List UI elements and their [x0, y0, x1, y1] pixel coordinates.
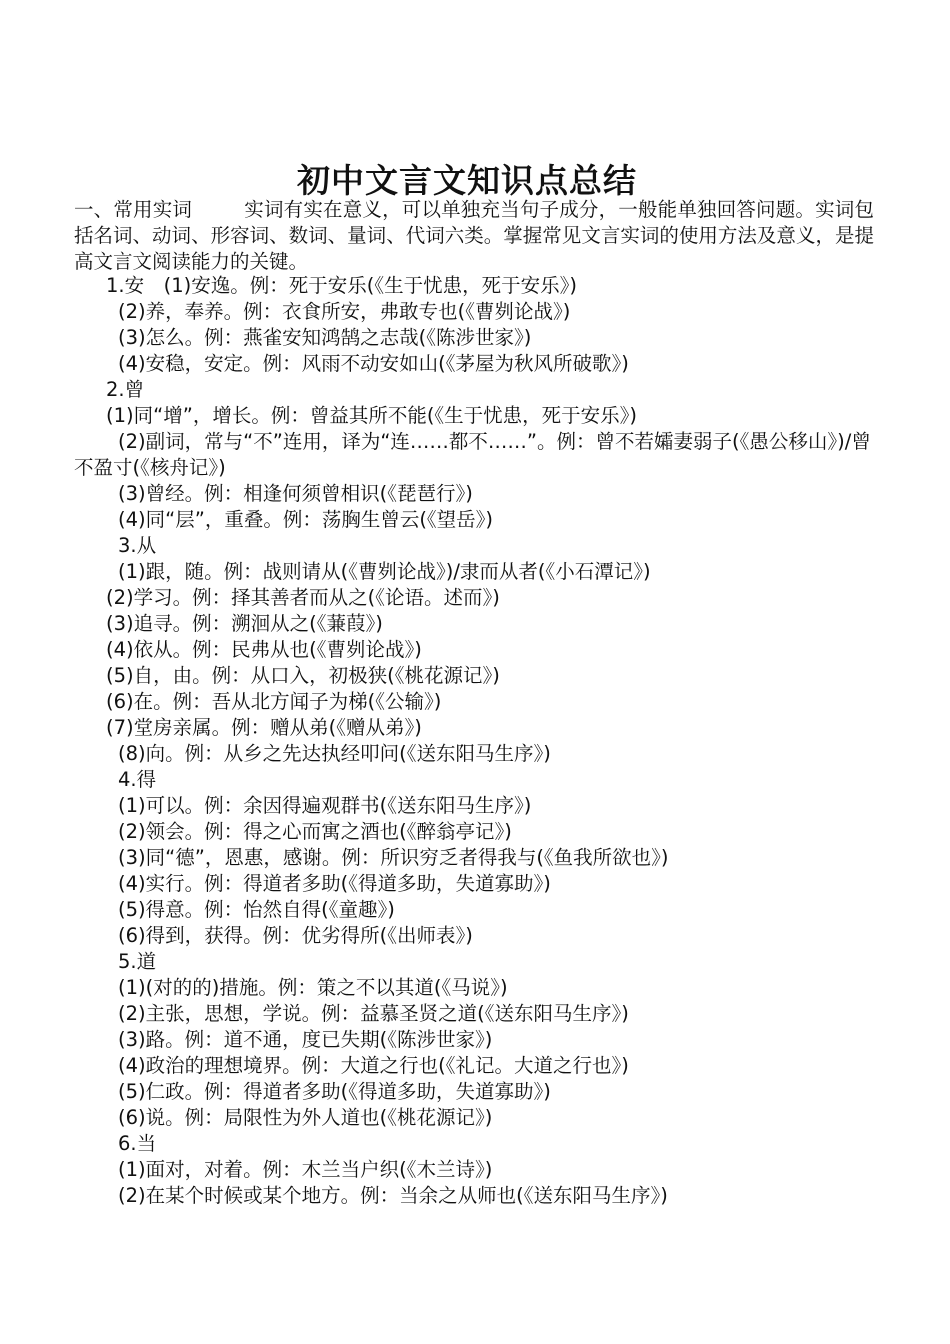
entry-heading: 5.道 — [118, 950, 157, 973]
entry-line: (5)仁政。例：得道者多助(《得道多助，失道寡助》) — [118, 1080, 551, 1103]
entry-line: (1)同“增”，增长。例：曾益其所不能(《生于忧患，死于安乐》) — [106, 404, 638, 427]
entry-line: (1)可以。例：余因得遍观群书(《送东阳马生序》) — [118, 794, 532, 817]
entry-line: (1)跟，随。例：战则请从(《曹刿论战》)/隶而从者(《小石潭记》) — [118, 560, 651, 583]
entry-line: (5)自，由。例：从口入，初极狭(《桃花源记》) — [106, 664, 500, 687]
entry-line: (3)曾经。例：相逢何须曾相识(《琵琶行》) — [118, 482, 473, 505]
entry-line: (3)怎么。例：燕雀安知鸿鹄之志哉(《陈涉世家》) — [118, 326, 532, 349]
entry-line: (2)领会。例：得之心而寓之酒也(《醉翁亭记》) — [118, 820, 512, 843]
entry-line: (3)路。例：道不通，度已失期(《陈涉世家》) — [118, 1028, 493, 1051]
entry-line: (6)在。例：吾从北方闻子为梯(《公输》) — [106, 690, 442, 713]
intro-text: 实词有实在意义，可以单独充当句子成分，一般能单独回答问题。实词包括名词、动词、形容词、数词、量词、代词六类。掌握常见文言实词的使用方法及意义，是提高文言文阅读能力的关键。 — [74, 198, 874, 273]
entry-heading: 2.曾 — [106, 378, 145, 401]
entry-line: (6)说。例：局限性为外人道也(《桃花源记》) — [118, 1106, 493, 1129]
entry-line: (2)养，奉养。例：衣食所安，弗敢专也(《曹刿论战》) — [118, 300, 571, 323]
entry-line: (4)政治的理想境界。例：大道之行也(《礼记。大道之行也》) — [118, 1054, 629, 1077]
entry-line: (3)追寻。例：溯洄从之(《蒹葭》) — [106, 612, 383, 635]
section-heading: 一、常用实词 — [74, 198, 193, 221]
entry-line: 1.安 (1)安逸。例：死于安乐(《生于忧患，死于安乐》) — [106, 274, 577, 297]
intro-paragraph — [74, 197, 874, 275]
entry-heading: 3.从 — [118, 534, 157, 557]
entries-body — [74, 273, 874, 1209]
entry-line: (3)同“德”，恩惠，感谢。例：所识穷乏者得我与(《鱼我所欲也》) — [118, 846, 669, 869]
entry-line: (4)同“层”，重叠。例：荡胸生曾云(《望岳》) — [118, 508, 494, 531]
entry-line: (7)堂房亲属。例：赠从弟(《赠从弟》) — [106, 716, 422, 739]
entry-line: (6)得到，获得。例：优劣得所(《出师表》) — [118, 924, 473, 947]
entry-line: (4)依从。例：民弗从也(《曹刿论战》) — [106, 638, 422, 661]
entry-line: (2)在某个时候或某个地方。例：当余之从师也(《送东阳马生序》) — [118, 1184, 668, 1207]
entry-line: (8)向。例：从乡之先达执经叩问(《送东阳马生序》) — [118, 742, 551, 765]
entry-heading: 4.得 — [118, 768, 157, 791]
entry-line: (4)安稳，安定。例：风雨不动安如山(《茅屋为秋风所破歌》) — [118, 352, 629, 375]
entry-line: (5)得意。例：怡然自得(《童趣》) — [118, 898, 395, 921]
entry-line: (1)(对的的)措施。例：策之不以其道(《马说》) — [118, 976, 508, 999]
entry-heading: 6.当 — [118, 1132, 157, 1155]
entry-line: (4)实行。例：得道者多助(《得道多助，失道寡助》) — [118, 872, 551, 895]
entry-line: (1)面对，对着。例：木兰当户织(《木兰诗》) — [118, 1158, 493, 1181]
document-title: 初中文言文知识点总结 — [297, 161, 637, 200]
entry-line: (2)主张，思想，学说。例：益慕圣贤之道(《送东阳马生序》) — [118, 1002, 629, 1025]
entry-line: (2)副词，常与“不”连用，译为“连……都不……”。例：曾不若孀妻弱子(《愚公移山》)/曾不盈寸(《核舟记》) — [74, 430, 871, 479]
entry-line: (2)学习。例：择其善者而从之(《论语。述而》) — [106, 586, 500, 609]
